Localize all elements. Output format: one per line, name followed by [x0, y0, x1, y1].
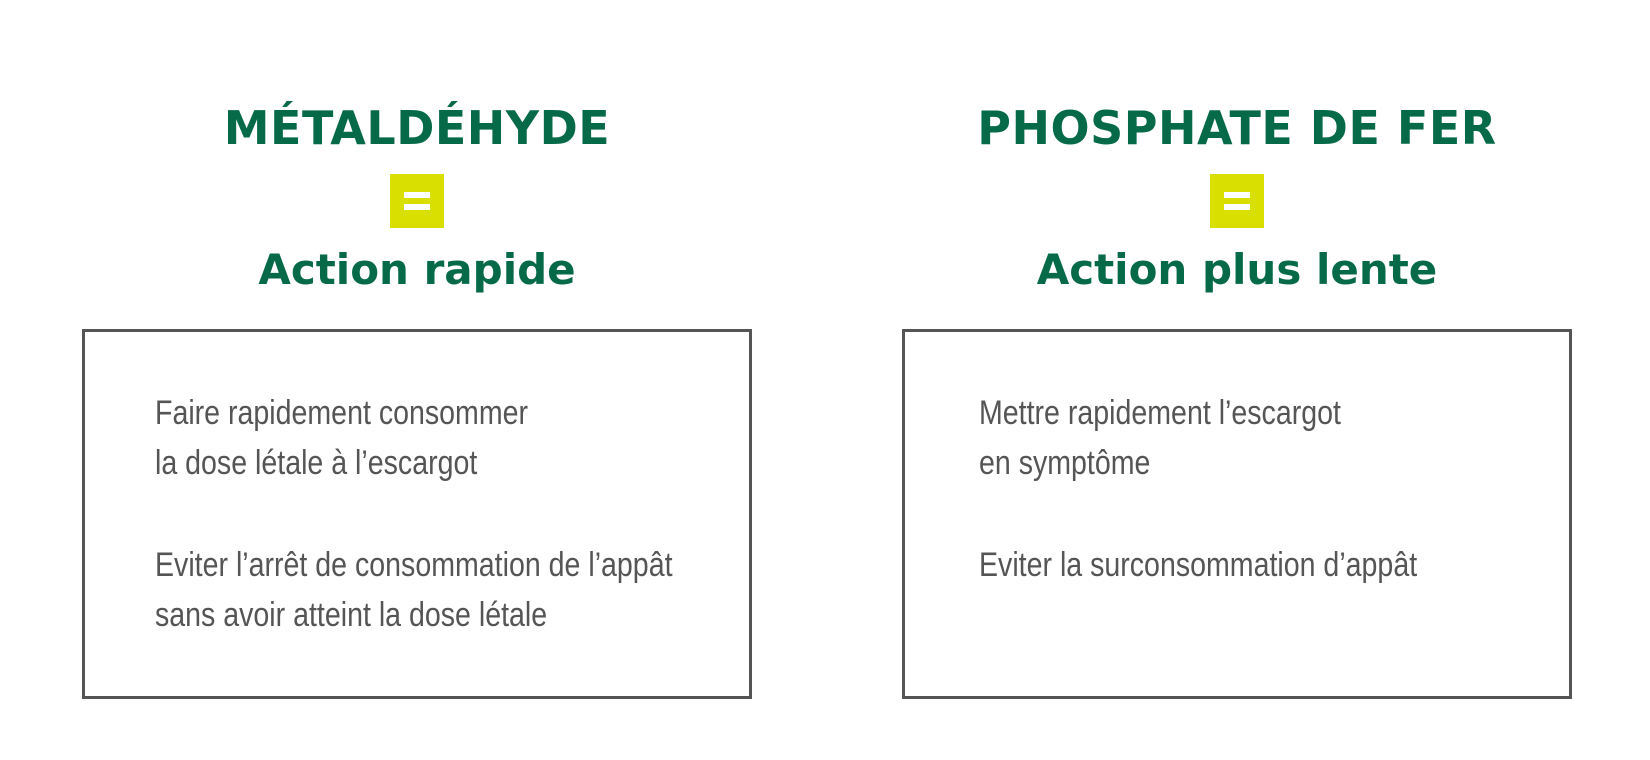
column-subtitle: Action plus lente [1036, 245, 1438, 294]
column-title: PHOSPHATE DE FER [977, 101, 1497, 155]
equals-bar-top [1224, 192, 1250, 198]
description-box [902, 329, 1572, 699]
paragraph-line: Mettre rapidement l’escargot [979, 394, 1341, 432]
column-subtitle: Action rapide [258, 245, 576, 294]
paragraph [979, 540, 1466, 590]
equals-icon [1210, 174, 1264, 228]
column-phosphate-de-fer [902, 0, 1572, 760]
paragraph-line: Eviter l’arrêt de consommation de l’appât [155, 546, 673, 584]
equals-icon [390, 174, 444, 228]
paragraph-line: Eviter la surconsommation d’appât [979, 546, 1418, 584]
equals-bar-bottom [404, 204, 430, 210]
paragraph [979, 388, 1466, 488]
equals-bar-top [404, 192, 430, 198]
paragraph-line: la dose létale à l’escargot [155, 444, 478, 482]
paragraph [155, 388, 646, 488]
paragraph-line: en symptôme [979, 444, 1151, 482]
column-metaldehyde [82, 0, 752, 760]
description-box [82, 329, 752, 699]
paragraph-line: Faire rapidement consommer [155, 394, 529, 432]
paragraph [155, 540, 673, 640]
paragraph-line: sans avoir atteint la dose létale [155, 596, 548, 634]
column-title: MÉTALDÉHYDE [223, 101, 611, 155]
equals-bar-bottom [1224, 204, 1250, 210]
